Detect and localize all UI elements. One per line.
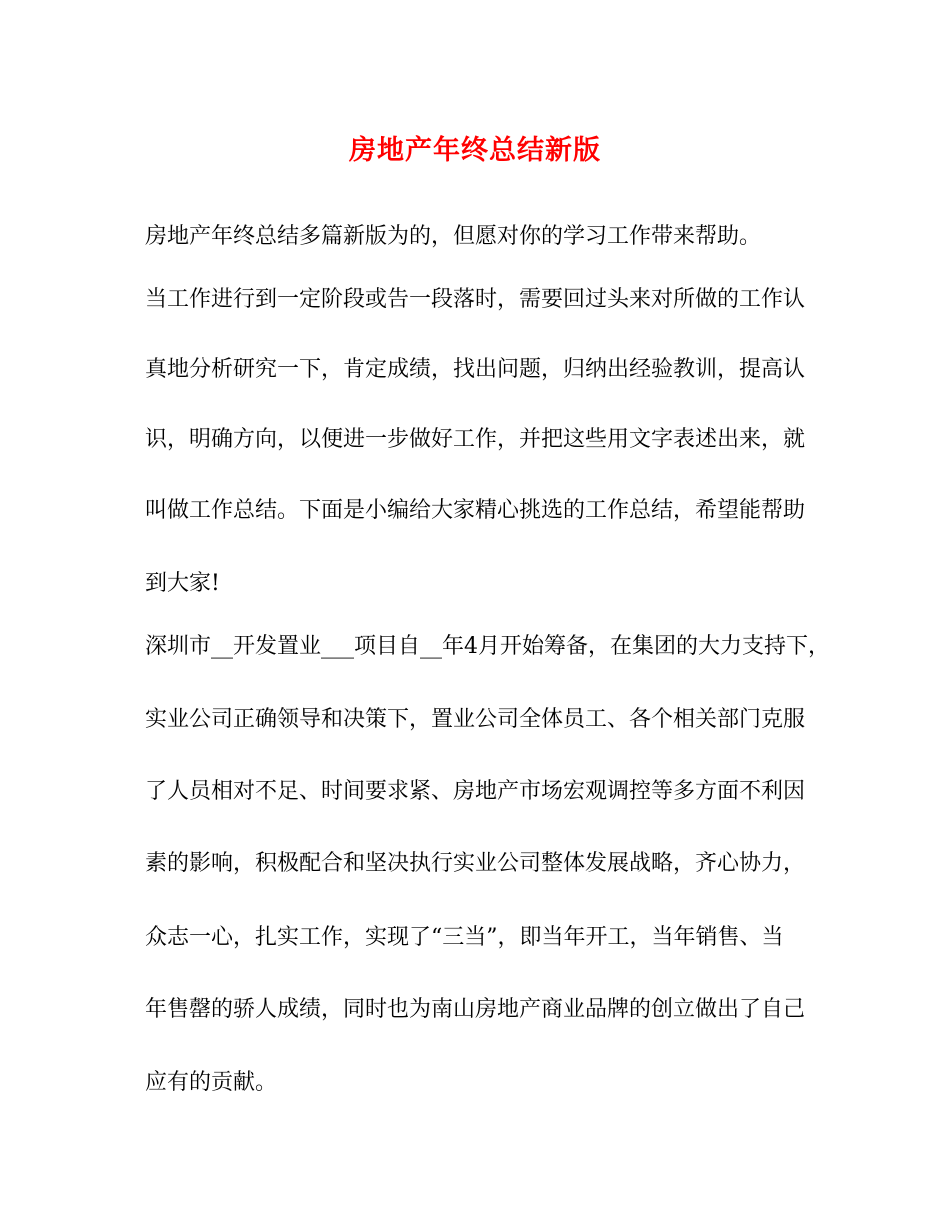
paragraph1-line-1: 当工作进行到一定阶段或告一段落时，需要回过头来对所做的工作认 [145,287,806,312]
paragraph1-line-4: 叫做工作总结。下面是小编给大家精心挑选的工作总结，希望能帮助 [145,498,806,523]
paragraph2-line-5: 众志一心，扎实工作，实现了“三当”，即当年开工，当年销售、当 [145,925,784,950]
document-title: 房地产年终总结新版 [349,135,601,166]
intro-line: 房地产年终总结多篇新版为的，但愿对你的学习工作带来帮助。 [145,224,762,249]
paragraph2-line-2: 实业公司正确领导和决策下，置业公司全体员工、各个相关部门克服 [145,707,806,732]
paragraph1-line-2: 真地分析研究一下，肯定成绩，找出问题，归纳出经验教训，提高认 [145,357,806,382]
paragraph1-line-3: 识，明确方向，以便进一步做好工作，并把这些用文字表述出来，就 [145,427,806,452]
paragraph2-line-6: 年售罄的骄人成绩，同时也为南山房地产商业品牌的创立做出了自己 [145,997,806,1022]
paragraph2-line-7: 应有的贡献。 [145,1070,278,1095]
paragraph2-line-1: 深圳市__开发置业___项目自__年4月开始筹备，在集团的大力支持下， [145,634,830,659]
paragraph1-line-5: 到大家! [145,571,220,596]
paragraph2-line-4: 素的影响，积极配合和坚决执行实业公司整体发展战略，齐心协力， [145,851,806,876]
paragraph2-line-3: 了人员相对不足、时间要求紧、房地产市场宏观调控等多方面不利因 [145,779,806,804]
